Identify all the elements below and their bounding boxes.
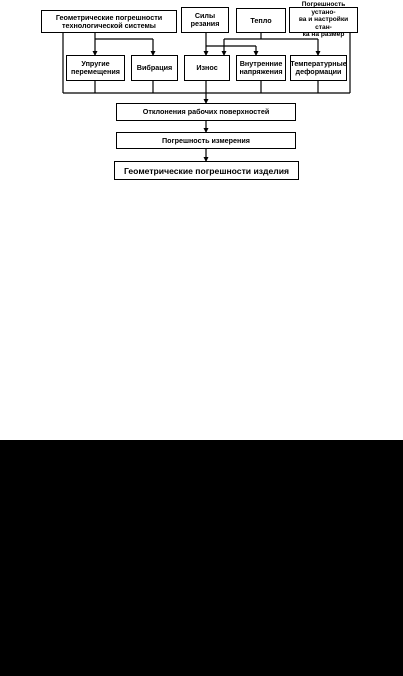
box-measurement-error: Погрешность измерения [116,132,296,149]
box-wear: Износ [184,55,230,81]
box-setup-error: Погрешность устано- ва и настройки стан- ка на размер [289,7,358,33]
box-vibration: Вибрация [131,55,178,81]
box-surface-deviation: Отклонения рабочих поверхностей [116,103,296,121]
box-product-geometric-errors: Геометрические погрешности изделия [114,161,299,180]
box-thermal-deformations: Температурные деформации [290,55,347,81]
box-elastic-displacements: Упругие перемещения [66,55,125,81]
box-internal-stresses: Внутренние напряжения [236,55,286,81]
black-panel [0,440,403,676]
box-cutting-forces: Силы резания [181,7,229,33]
box-heat: Тепло [236,8,286,33]
box-geometric-tech-system: Геометрические погрешности технологической системы [41,10,177,33]
